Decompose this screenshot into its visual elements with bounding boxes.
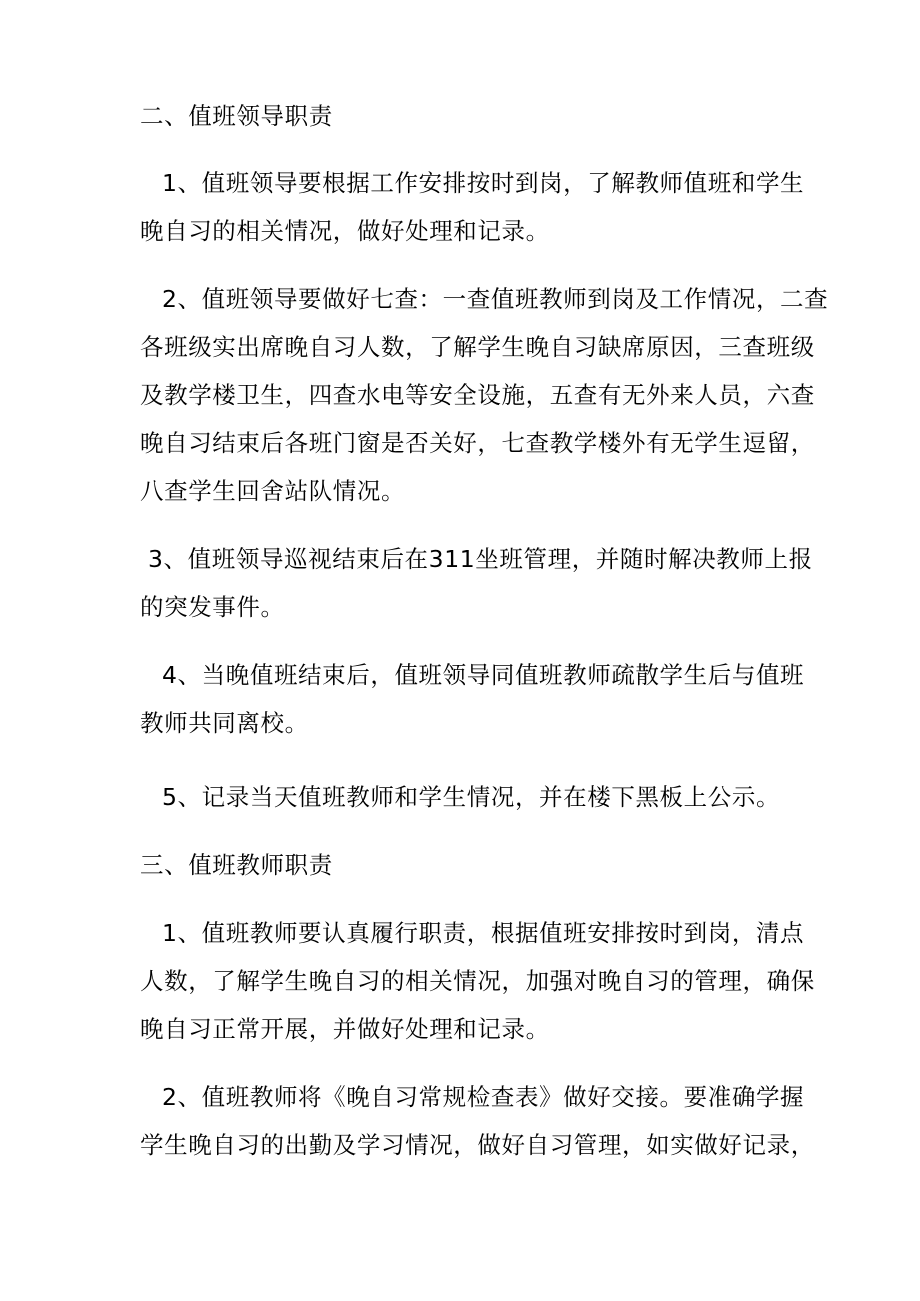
- paragraph-line: 1、值班领导要根据工作安排按时到岗，了解教师值班和学生: [162, 169, 805, 197]
- paragraph-line: 2、值班领导要做好七查：一查值班教师到岗及工作情况，二查: [162, 285, 829, 313]
- paragraph-line: 人数，了解学生晚自习的相关情况，加强对晚自习的管理，确保: [140, 967, 815, 995]
- paragraph-line: 晚自习的相关情况，做好处理和记录。: [140, 217, 550, 245]
- paragraph-line: 1、值班教师要认真履行职责，根据值班安排按时到岗，清点: [162, 919, 805, 947]
- section-heading: 三、值班教师职责: [140, 851, 333, 879]
- paragraph-line: 3、值班领导巡视结束后在311坐班管理，并随时解决教师上报: [148, 545, 813, 573]
- paragraph-line: 5、记录当天值班教师和学生情况，并在楼下黑板上公示。: [162, 783, 781, 811]
- paragraph-line: 4、当晚值班结束后，值班领导同值班教师疏散学生后与值班: [162, 661, 805, 689]
- paragraph-line: 各班级实出席晚自习人数，了解学生晚自习缺席原因，三查班级: [140, 333, 815, 361]
- paragraph-line: 的突发事件。: [140, 593, 285, 621]
- paragraph-line: 晚自习正常开展，并做好处理和记录。: [140, 1015, 550, 1043]
- paragraph-line: 及教学楼卫生，四查水电等安全设施，五查有无外来人员，六查: [140, 381, 815, 409]
- paragraph-line: 八查学生回舍站队情况。: [140, 477, 406, 505]
- paragraph-line: 学生晚自习的出勤及学习情况，做好自习管理，如实做好记录，: [140, 1131, 815, 1159]
- paragraph-line: 教师共同离校。: [140, 709, 309, 737]
- paragraph-line: 2、值班教师将《晚自习常规检查表》做好交接。要准确学握: [162, 1083, 805, 1111]
- paragraph-line: 晚自习结束后各班门窗是否关好，七查教学楼外有无学生逗留，: [140, 429, 815, 457]
- section-heading: 二、值班领导职责: [140, 102, 333, 130]
